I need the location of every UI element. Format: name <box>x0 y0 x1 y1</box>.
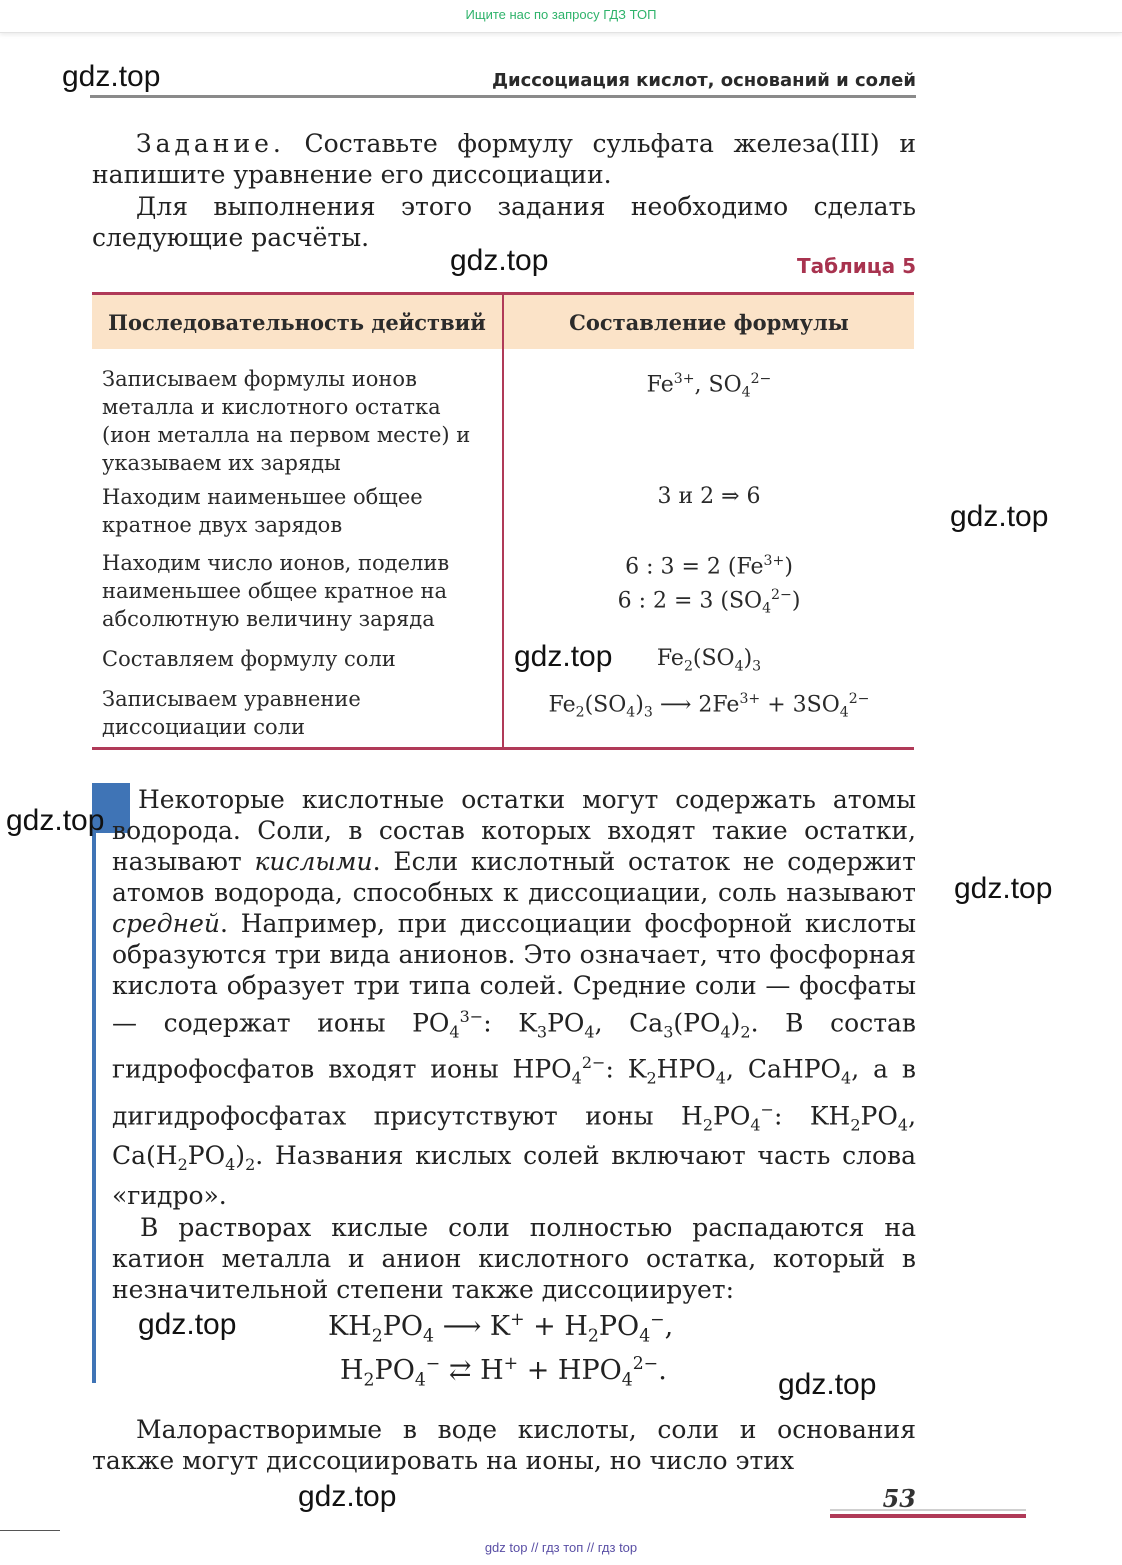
equation-1: $KH_2PO_4$ ⟶ $K^+ + H_2PO_4^-$, <box>328 1310 674 1347</box>
term-medium: средней <box>112 909 221 938</box>
text-run: , а в дигидрофосфатах присутствуют ионы <box>112 1054 916 1130</box>
task-paragraph-2: Для выполнения этого задания необходимо сделать следующие расчёты. <box>92 192 916 252</box>
watermark: gdz.top <box>298 1480 397 1513</box>
page-rule <box>830 1514 1026 1518</box>
body-paragraph-2: В растворах кислые соли полностью распадаются на катион металла и анион кислотного остатка, который в незначительной степени также диссоциирует: <box>112 1213 916 1304</box>
equation-2: $H_2PO_4^-$ ⇄ $H^+ + HPO_4^{2-}$. <box>340 1354 667 1391</box>
body-paragraph-1: Некоторые кислотные остатки могут содержать атомы водорода. Соли, в состав которых входят такие остатки, называют кислыми. Если кислотный остаток не содержит атомов водорода, способных к диссоциации, соль называют средней. Например, при диссоциации фосфорной кислоты образуются три вида анионов. Это означает, что фосфорная кислота образует три типа солей. Средние соли — фосфаты — содержат ионы $PO_4^{3-}$: $K_3PO_4$, $Ca_3(PO_4)_2$. В состав гидрофосфатов входят ионы $HPO_4^{2-}$: $K_2HPO_4$, CaHPO$_4$, а в дигидрофосфатах присутствуют ионы $H_2PO_4^-$: $KH_2PO_4$, $Ca(H_2PO_4)_2$. Названия кислых солей включают часть слова «гидро». <box>112 785 917 1210</box>
table-row-step: Находим число ионов, поделив наименьшее общее кратное на абсолютную величину заряда <box>102 551 450 631</box>
body-paragraph-3: Малорастворимые в воде кислоты, соли и основания также могут диссоциировать на ионы, но число этих <box>92 1415 916 1475</box>
running-head: Диссоциация кислот, оснований и солей <box>90 70 916 98</box>
table-row-result: 3 и 2 ⇒ 6 <box>657 484 761 509</box>
watermark: gdz.top <box>138 1308 237 1341</box>
text-run: Некоторые кислотные остатки могут содержать атомы водорода. Соли, в состав которых входят такие остатки, называют <box>112 785 916 876</box>
watermark: gdz.top <box>778 1368 877 1401</box>
table-row-result: $Fe_2(SO_4)_3$ ⟶ $2Fe^{3+} + 3SO_4^{2-}$ <box>548 691 870 721</box>
table-header-steps: Последовательность действий <box>108 310 486 335</box>
table-row-result: $Fe_2(SO_4)_3$ <box>656 646 762 675</box>
watermark: gdz.top <box>450 244 549 277</box>
watermark: gdz.top <box>514 640 613 673</box>
watermark: gdz.top <box>954 872 1053 905</box>
text-run: . Если кислотный остаток не содержит атомов водорода, способных к диссоциации, соль называют <box>112 847 916 907</box>
table-header-formula: Составление формулы <box>569 310 849 335</box>
table-caption: Таблица 5 <box>797 254 916 278</box>
task-label: Задание. <box>136 129 285 158</box>
text-run: . Например, при диссоциации фосфорной кислоты образуются три вида анионов. Это означает, что фосфорная кислота образует три типа солей. Средние соли — фосфаты — содержат ионы <box>112 909 916 1038</box>
table-row-step: Записываем формулы ионов металла и кислотного остатка (ион металла на первом месте) и указываем их заряды <box>102 367 471 475</box>
watermark: gdz.top <box>950 500 1049 533</box>
watermark: gdz.top <box>6 804 105 837</box>
watermark: gdz.top <box>62 60 161 93</box>
task-paragraph <box>92 128 916 190</box>
text-run: . В состав гидрофосфатов входят ионы <box>112 1008 917 1084</box>
text-run: . Названия кислых солей включают часть слова «гидро». <box>112 1140 916 1210</box>
footer-links[interactable]: gdz top // гдз топ // гдз top <box>484 1540 638 1555</box>
table-row-step: Находим наименьшее общее кратное двух зарядов <box>102 485 423 537</box>
table-row-result: 6 : 3 = 2 $(Fe^{3+})$ 6 : 2 = 3 $(SO_4^{2-})$ <box>617 553 801 618</box>
task-text: Составьте формулу сульфата железа(III) и напишите уравнение его диссоциации. <box>92 129 916 189</box>
top-banner: Ищите нас по запросу ГДЗ ТОП <box>0 0 1122 33</box>
table-row-step: Записываем уравнение диссоциации соли <box>102 687 361 739</box>
left-rule <box>0 1530 60 1531</box>
formula-table <box>92 292 914 750</box>
page-number: 53 <box>882 1484 916 1513</box>
table-row-result: $Fe^{3+}$, $SO_4^{2-}$ <box>646 371 772 401</box>
sidebar-rule <box>92 783 96 1383</box>
term-acidic: кислыми <box>254 847 373 876</box>
table-row-step: Составляем формулу соли <box>102 647 396 671</box>
